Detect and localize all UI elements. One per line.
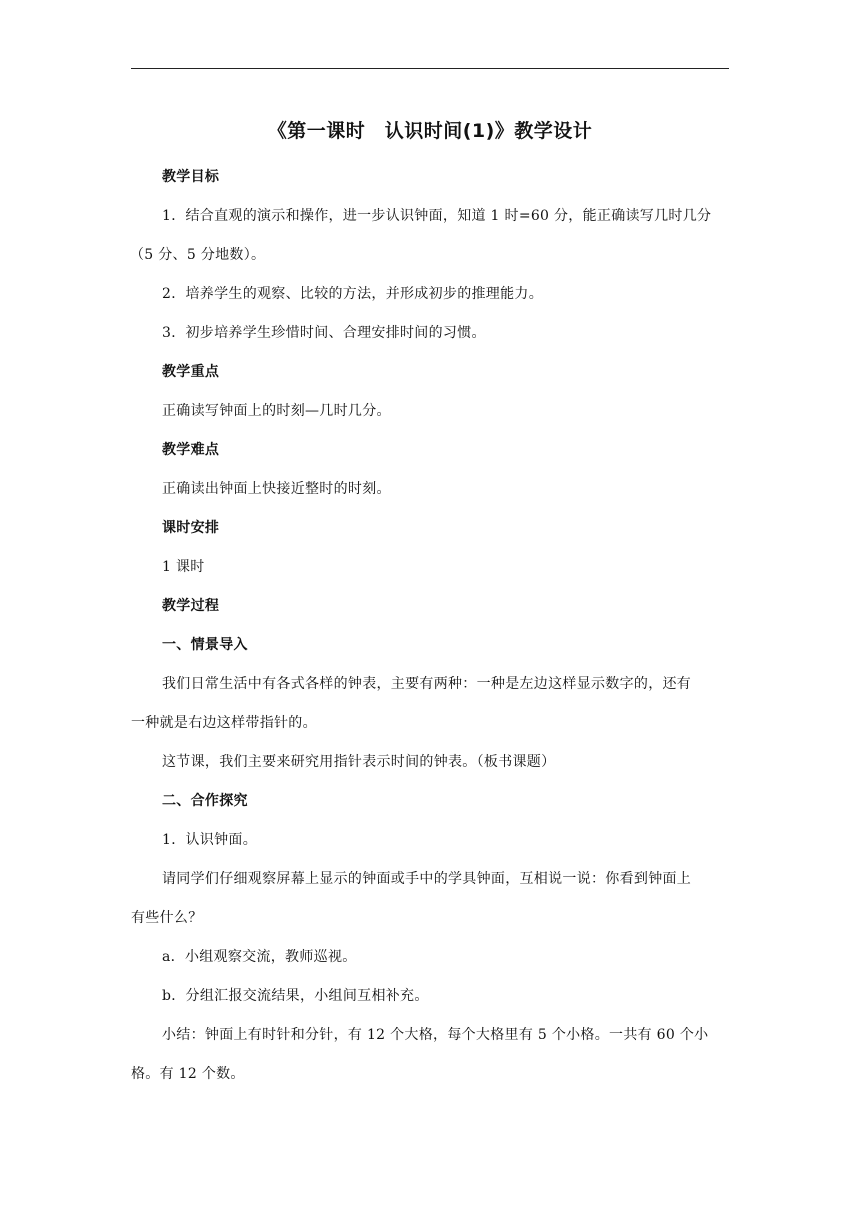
heading-section-2: 二、合作探究 <box>162 793 248 809</box>
document-title: 《第一课时 认识时间(1)》教学设计 <box>267 120 593 142</box>
heading-difficulties: 教学难点 <box>162 442 220 458</box>
paragraph-line: 格。有 12 个数。 <box>131 1066 245 1082</box>
heading-teaching-goals: 教学目标 <box>162 169 220 185</box>
paragraph-line: 有些什么？ <box>131 910 203 926</box>
paragraph-line: b．分组汇报交流结果，小组间互相补充。 <box>162 988 429 1004</box>
heading-section-1: 一、情景导入 <box>162 637 248 653</box>
paragraph-line: （5 分、5 分地数）。 <box>130 247 266 263</box>
paragraph-line: 2．培养学生的观察、比较的方法，并形成初步的推理能力。 <box>162 286 544 302</box>
paragraph-line: 请同学们仔细观察屏幕上显示的钟面或手中的学具钟面，互相说一说：你看到钟面上 <box>162 871 692 887</box>
paragraph-line: a．小组观察交流，教师巡视。 <box>162 949 357 965</box>
heading-teaching-process: 教学过程 <box>162 598 220 614</box>
heading-key-points: 教学重点 <box>162 364 220 380</box>
paragraph-line: 3．初步培养学生珍惜时间、合理安排时间的习惯。 <box>162 325 486 341</box>
paragraph-line: 我们日常生活中有各式各样的钟表，主要有两种：一种是左边这样显示数字的，还有 <box>162 676 692 692</box>
header-rule <box>131 68 729 69</box>
paragraph-line: 小结：钟面上有时针和分针，有 12 个大格，每个大格里有 5 个小格。一共有 60 个小 <box>162 1027 709 1043</box>
paragraph-line: 这节课，我们主要来研究用指针表示时间的钟表。（板书课题） <box>162 754 556 770</box>
paragraph-line: 1．认识钟面。 <box>162 832 258 848</box>
paragraph-line: 正确读出钟面上快接近整时的时刻。 <box>162 481 391 497</box>
heading-schedule: 课时安排 <box>162 520 220 536</box>
paragraph-line: 一种就是右边这样带指针的。 <box>131 715 317 731</box>
paragraph-line: 1 课时 <box>162 559 205 575</box>
paragraph-line: 1．结合直观的演示和操作，进一步认识钟面，知道 1 时=60 分，能正确读写几时几分 <box>162 208 712 224</box>
paragraph-line: 正确读写钟面上的时刻—几时几分。 <box>162 403 391 419</box>
